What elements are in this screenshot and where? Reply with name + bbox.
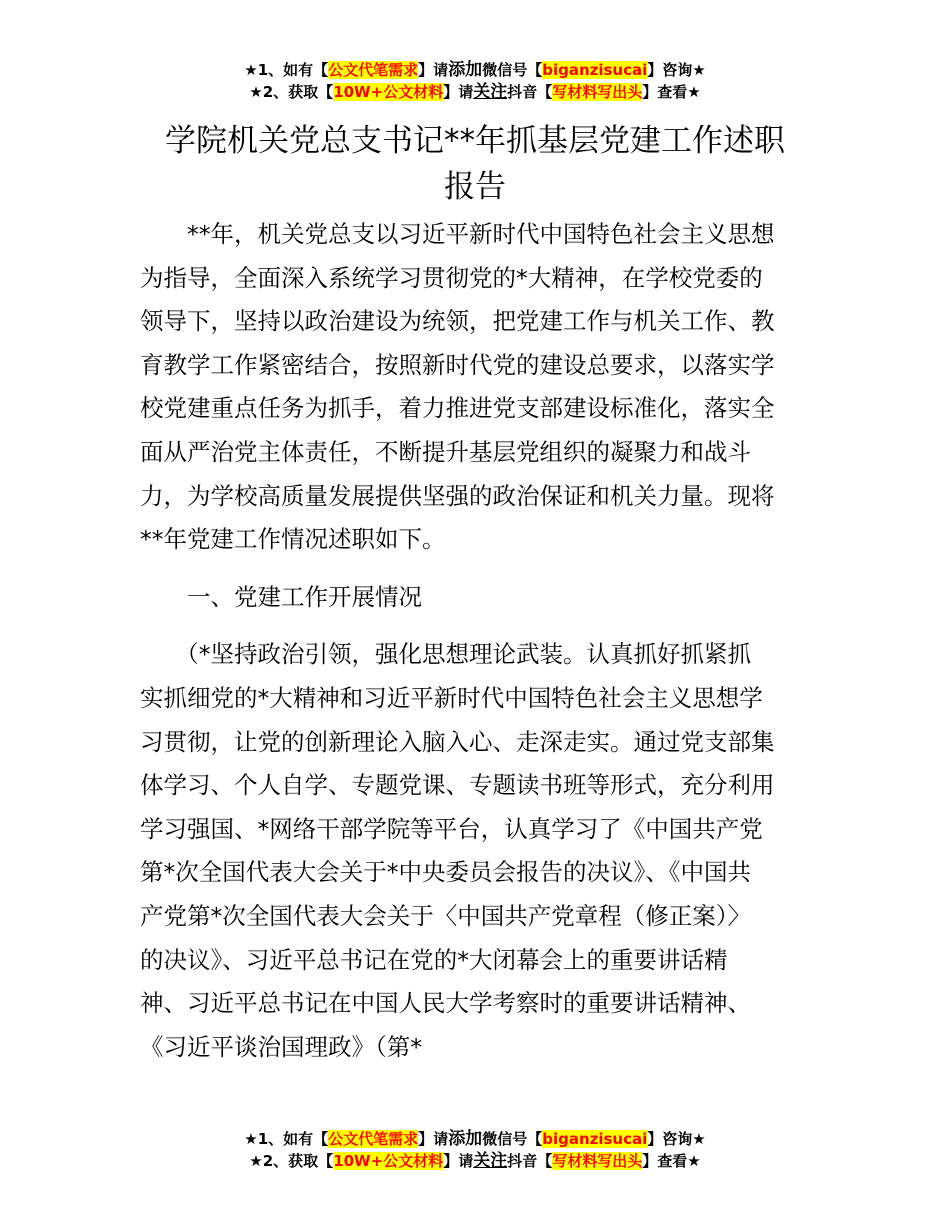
text-line: **年党建工作情况述职如下。 [140,525,446,554]
text-line: 实抓细党的*大精神和习近平新时代中国特色社会主义思想学 [140,683,763,712]
banner-text: 】咨询★ [647,1130,706,1148]
banner-line-2 [0,81,950,103]
banner-text: ★1、如有【 [244,61,329,79]
text-line: 的决议》、习近平总书记在党的*大闭幕会上的重要讲话精 [140,945,728,974]
text-line: 为指导，全面深入系统学习贯彻党的*大精神，在学校党委的 [140,263,763,292]
text-line: 产党第*次全国代表大会关于〈中国共产党章程（修正案）〉 [140,901,751,930]
text-line: 习贯彻，让党的创新理论入脑入心、走深走实。通过党支部集 [140,727,775,756]
highlight-text: 写材料写出头 [552,1152,643,1170]
banner-line-2 [0,1150,950,1172]
text-line: （*坚持政治引领，强化思想理论武装。认真抓好抓紧抓 [140,640,751,669]
banner-text: 】请 [443,83,474,101]
text-line: 育教学工作紧密结合，按照新时代党的建设总要求，以落实学 [140,350,775,379]
banner-text: 】请 [443,1152,474,1170]
highlight-text: 10W+公文材料 [333,1152,444,1170]
highlight-text: 公文代笔需求 [328,1130,419,1148]
highlight-text: 公文代笔需求 [328,61,419,79]
text-line: 面从严治党主体责任，不断提升基层党组织的凝聚力和战斗 [140,437,751,466]
document-title [140,118,810,210]
emphasis-text: 添加 [448,60,483,80]
document-body [140,213,810,1069]
highlight-text: 10W+公文材料 [333,83,444,101]
emphasis-text: 添加 [448,1129,483,1149]
text-line: 第*次全国代表大会关于*中央委员会报告的决议》、《中国共 [140,858,751,887]
banner-text: 】查看★ [642,83,701,101]
banner-text: 抖音【 [507,83,553,101]
banner-text: 】请 [418,61,449,79]
paragraph-section-1 [140,633,810,1069]
banner-text: 微信号【 [482,61,543,79]
top-banner [0,59,950,103]
text-line: 学习强国、*网络干部学院等平台，认真学习了《中国共产党 [140,814,763,843]
banner-line-1 [0,59,950,81]
banner-text: 】查看★ [642,1152,701,1170]
banner-text: 】咨询★ [647,61,706,79]
banner-text: ★2、获取【 [249,1152,334,1170]
text-line: 神、习近平总书记在中国人民大学考察时的重要讲话精神、 [140,989,751,1018]
title-line-1: 学院机关党总支书记**年抓基层党建工作述职 [165,123,785,159]
emphasis-text: 关注 [473,1151,508,1171]
emphasis-text: 关注 [473,82,508,102]
wechat-id: biganzisucai [542,61,648,79]
banner-text: ★2、获取【 [249,83,334,101]
text-line: **年，机关党总支以习近平新时代中国特色社会主义思想 [140,220,775,248]
text-line: 领导下，坚持以政治建设为统领，把党建工作与机关工作、教 [140,307,775,336]
title-line-2: 报告 [444,169,506,205]
section-heading: 一、党建工作开展情况 [140,582,422,611]
text-line: 《习近平谈治国理政》（第* [140,1032,422,1061]
banner-text: 】请 [418,1130,449,1148]
banner-text: 微信号【 [482,1130,543,1148]
banner-text: 抖音【 [507,1152,553,1170]
text-line: 校党建重点任务为抓手，着力推进党支部建设标准化，落实全 [140,394,775,423]
text-line: 体学习、个人自学、专题党课、专题读书班等形式，充分利用 [140,771,775,800]
wechat-id: biganzisucai [542,1130,648,1148]
highlight-text: 写材料写出头 [552,83,643,101]
banner-text: ★1、如有【 [244,1130,329,1148]
text-line: 力，为学校高质量发展提供坚强的政治保证和机关力量。现将 [140,481,775,510]
bottom-banner [0,1128,950,1172]
banner-line-1 [0,1128,950,1150]
paragraph-intro [140,213,810,562]
